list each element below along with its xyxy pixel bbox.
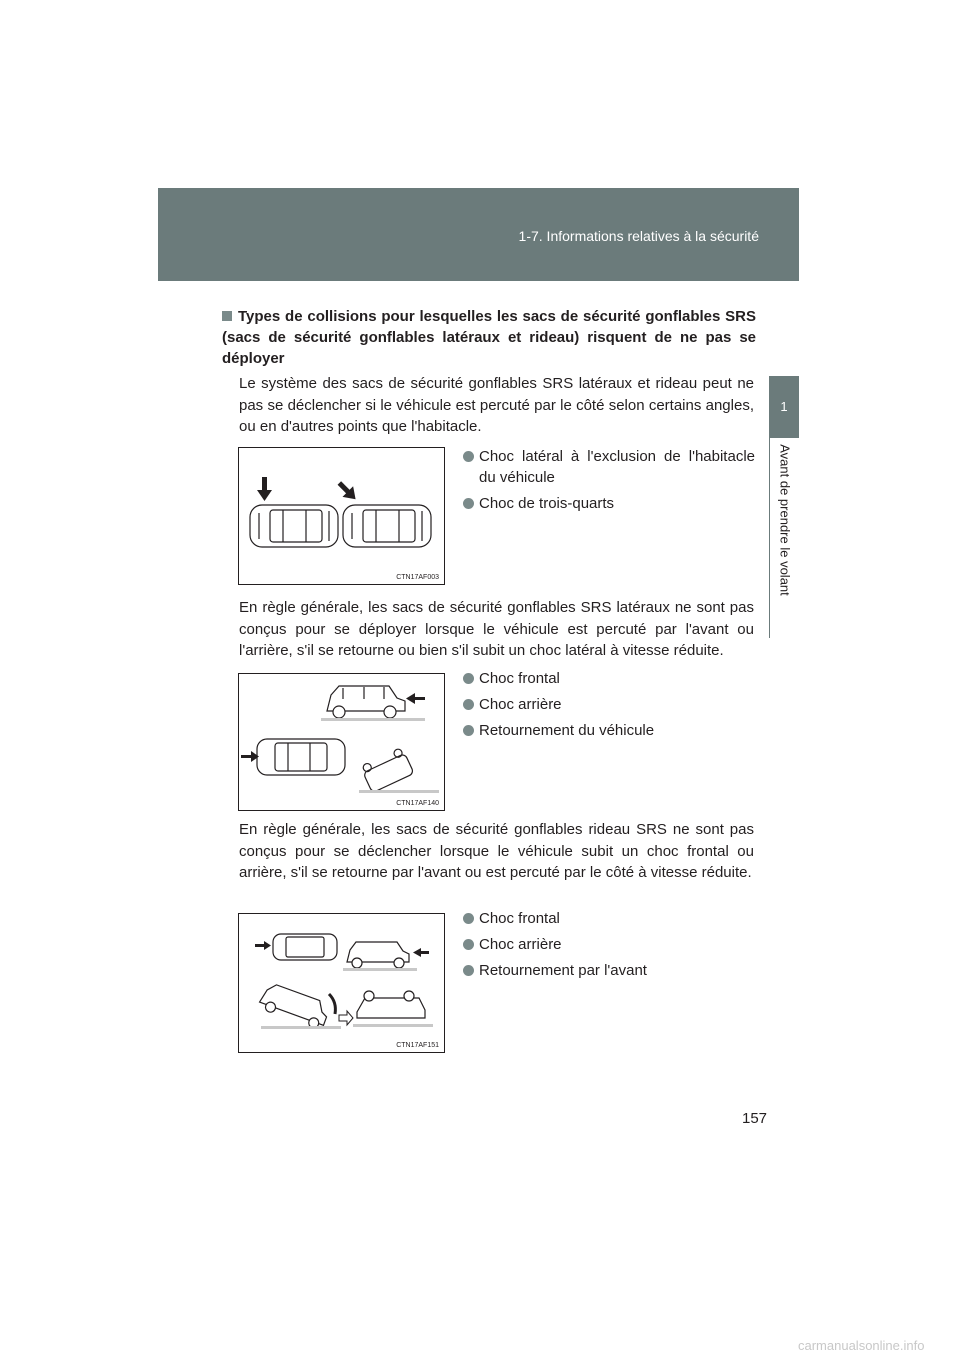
- bullet-list: [463, 668, 755, 746]
- ground-line: [343, 968, 417, 971]
- ground-line: [261, 1026, 341, 1029]
- car-top-view-icon: [250, 505, 338, 547]
- bullet-text: Choc arrière: [479, 696, 562, 713]
- diagonal-arrow-icon: [334, 478, 361, 505]
- suv-side-view-icon: [347, 942, 409, 968]
- chapter-header-bar: [158, 188, 799, 281]
- figure-side-impact: [238, 447, 445, 585]
- list-item: [463, 493, 755, 514]
- section-heading: 1-7. Informations relatives à la sécurité: [518, 228, 759, 244]
- outline-right-arrow-icon: [339, 1011, 353, 1025]
- figure-code: CTN17AF140: [396, 800, 439, 807]
- bullet-dot-icon: [463, 673, 474, 684]
- figure-frontal-rear-rollover: [238, 673, 445, 811]
- intro-paragraph: Le système des sacs de sécurité gonflables SRS latéraux et rideau peut ne pas se déclencher si le véhicule est percuté par le côté selon certains angles, ou en d'autres points que l'habitacle.: [239, 375, 754, 435]
- page-number: 157: [742, 1110, 768, 1127]
- frontal-rear-rollover-illustration: [239, 674, 444, 810]
- curtain-airbag-paragraph: En règle générale, les sacs de sécurité gonflables rideau SRS ne sont pas conçus pour se déclencher lorsque le véhicule subit un choc frontal ou arrière, s'il se retourne par l'avant ou est percuté par le côté à vitesse réduite.: [239, 821, 754, 881]
- chapter-tab-label: Avant de prendre le volant: [777, 444, 793, 596]
- curved-arrow-icon: [329, 994, 335, 1014]
- suv-side-view-icon: [327, 686, 405, 718]
- list-item: [463, 694, 755, 715]
- right-arrow-icon: [241, 751, 259, 762]
- right-arrow-icon: [255, 941, 271, 950]
- bullet-dot-icon: [463, 451, 474, 462]
- list-item: [463, 908, 755, 929]
- car-top-view-icon: [343, 505, 431, 547]
- bullet-text: Choc arrière: [479, 936, 562, 953]
- overturned-car-icon: [360, 747, 414, 793]
- list-item: [463, 960, 755, 981]
- ground-line: [321, 718, 425, 721]
- figure-frontal-rear-front-rollover: [238, 913, 445, 1053]
- bullet-text: Choc de trois-quarts: [479, 495, 615, 512]
- section-title-text: Types de collisions pour lesquelles les sacs de sécurité gonflables SRS (sacs de sécurité gonflables latéraux et rideau) risquent de ne pas se déployer: [222, 308, 756, 367]
- watermark-link[interactable]: carmanualsonline.info: [798, 1338, 925, 1353]
- square-bullet-icon: [222, 311, 232, 321]
- overturned-car-icon: [357, 991, 425, 1018]
- frontal-rear-front-rollover-illustration: [239, 914, 444, 1052]
- left-arrow-icon: [413, 948, 429, 957]
- section-title: [222, 306, 756, 369]
- bullet-list: [463, 908, 755, 986]
- bullet-text: Choc latéral à l'exclusion de l'habitacle du véhicule: [479, 448, 755, 486]
- ground-line: [359, 790, 439, 793]
- list-item: [463, 446, 755, 488]
- car-top-view-icon: [273, 934, 337, 960]
- bullet-text: Choc frontal: [479, 910, 560, 927]
- chapter-tab-number: 1: [769, 376, 799, 438]
- down-arrow-icon: [257, 477, 272, 501]
- side-impact-illustration: [239, 448, 444, 584]
- bullet-dot-icon: [463, 913, 474, 924]
- bullet-dot-icon: [463, 939, 474, 950]
- bullet-text: Retournement du véhicule: [479, 722, 655, 739]
- side-airbag-paragraph: En règle générale, les sacs de sécurité gonflables SRS latéraux ne sont pas conçus pour se déployer lorsque le véhicule est percuté par l'avant ou l'arrière, s'il se retourne ou bien s'il subit un choc latéral à vitesse réduite.: [239, 599, 754, 659]
- bullet-list: [463, 446, 755, 519]
- bullet-text: Choc frontal: [479, 670, 560, 687]
- bullet-dot-icon: [463, 699, 474, 710]
- figure-code: CTN17AF151: [396, 1042, 439, 1049]
- bullet-text: Retournement par l'avant: [479, 962, 647, 979]
- bullet-dot-icon: [463, 965, 474, 976]
- bullet-dot-icon: [463, 725, 474, 736]
- figure-code: CTN17AF003: [396, 574, 439, 581]
- list-item: [463, 934, 755, 955]
- list-item: [463, 720, 755, 741]
- car-top-view-icon: [257, 739, 345, 775]
- tilting-suv-icon: [258, 981, 331, 1031]
- bullet-dot-icon: [463, 498, 474, 509]
- list-item: [463, 668, 755, 689]
- left-arrow-icon: [406, 693, 425, 704]
- ground-line: [353, 1024, 433, 1027]
